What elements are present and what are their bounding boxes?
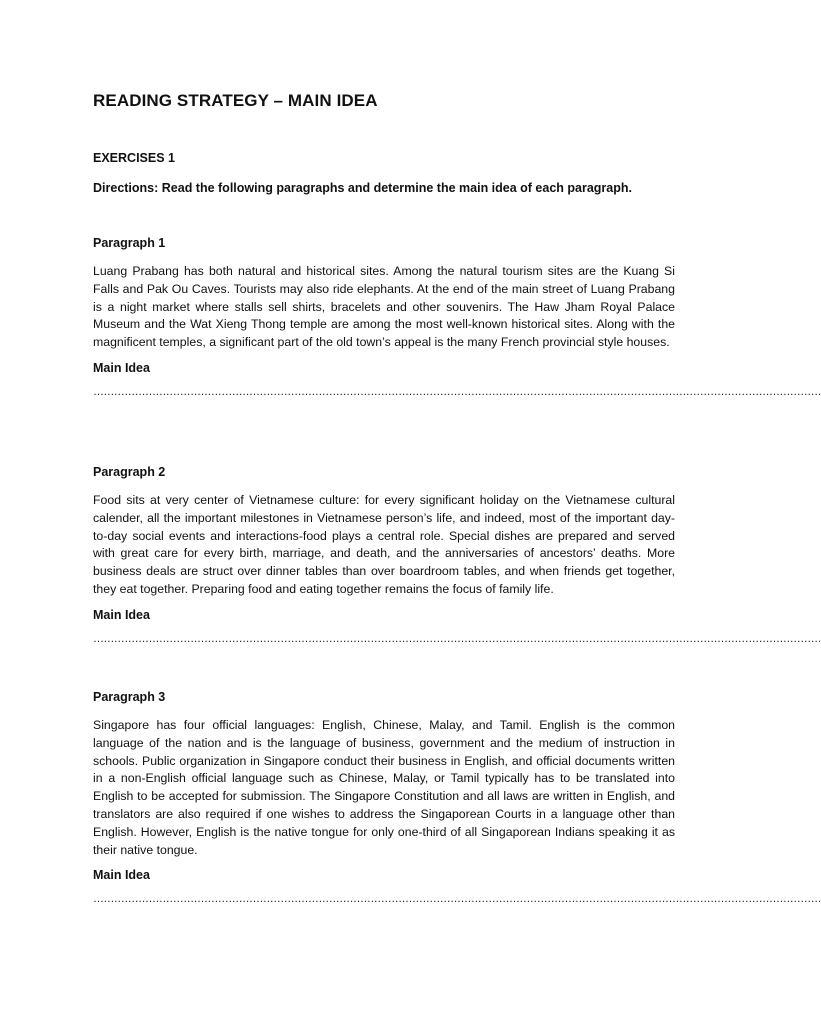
page-title: READING STRATEGY – MAIN IDEA	[93, 91, 378, 110]
directions-text: Directions: Read the following paragraphs and determine the main idea of each paragraph.	[93, 181, 632, 195]
main-idea-label: Main Idea	[93, 360, 150, 375]
paragraph-section-3	[93, 689, 821, 906]
paragraph-section-2	[93, 464, 821, 645]
paragraph-heading: Paragraph 2	[93, 465, 166, 479]
answer-dotted-line[interactable]: …………………………………………………………………………………………………………………………………………………………………………………………	[93, 893, 821, 906]
main-idea-label: Main Idea	[93, 607, 150, 622]
exercise-label: EXERCISES 1	[93, 151, 175, 165]
main-idea-label: Main Idea	[93, 868, 150, 883]
paragraph-text: Singapore has four official languages: English, Chinese, Malay, and Tamil. English is the common language of the nation and is the language of business, government and the medium of instruction in schools. Public organization in Singapore conduct their business in English, and official documents written in a non-English official language such as Chinese, Malay, or Tamil typically has to be translated into English to be accepted for submission. The Singapore Constitution and all laws are written in English, and translators are also required if one wishes to address the Singaporean Courts in a language other than English. However, English is the native tongue for only one-third of all Singaporean Indians speaking it as their native tongue.	[93, 718, 675, 857]
paragraph-text: Food sits at very center of Vietnamese culture: for every significant holiday on the Vietnamese cultural calender, all the important milestones in Vietnamese person’s life, and indeed, most of the important day-to-day social events and interactions-food plays a central role. Special dishes are prepared and served with great care for every birth, marriage, and death, and the anniversaries of ancestors’ deaths. More business deals are struct over dinner tables than over boardroom tables, and when friends get together, they eat together. Preparing food and eating together remains the focus of family life.	[93, 493, 675, 596]
paragraph-heading: Paragraph 1	[93, 236, 166, 250]
paragraph-text: Luang Prabang has both natural and historical sites. Among the natural tourism sites are the Kuang Si Falls and Pak Ou Caves. Tourists may also ride elephants. At the end of the main street of Luang Prabang is a night market where stalls sell shirts, bracelets and other souvenirs. The Haw Jham Royal Palace Museum and the Wat Xieng Thong temple are among the most well-known historical sites. Along with the magnificent temples, a significant part of the old town’s appeal is the many French provincial style houses.	[93, 264, 675, 350]
answer-dotted-line[interactable]: …………………………………………………………………………………………………………………………………………………………………………………………	[93, 632, 821, 645]
answer-dotted-line[interactable]: …………………………………………………………………………………………………………………………………………………………………………………………	[93, 385, 821, 398]
paragraph-section-1	[93, 235, 821, 398]
paragraph-heading: Paragraph 3	[93, 690, 166, 704]
